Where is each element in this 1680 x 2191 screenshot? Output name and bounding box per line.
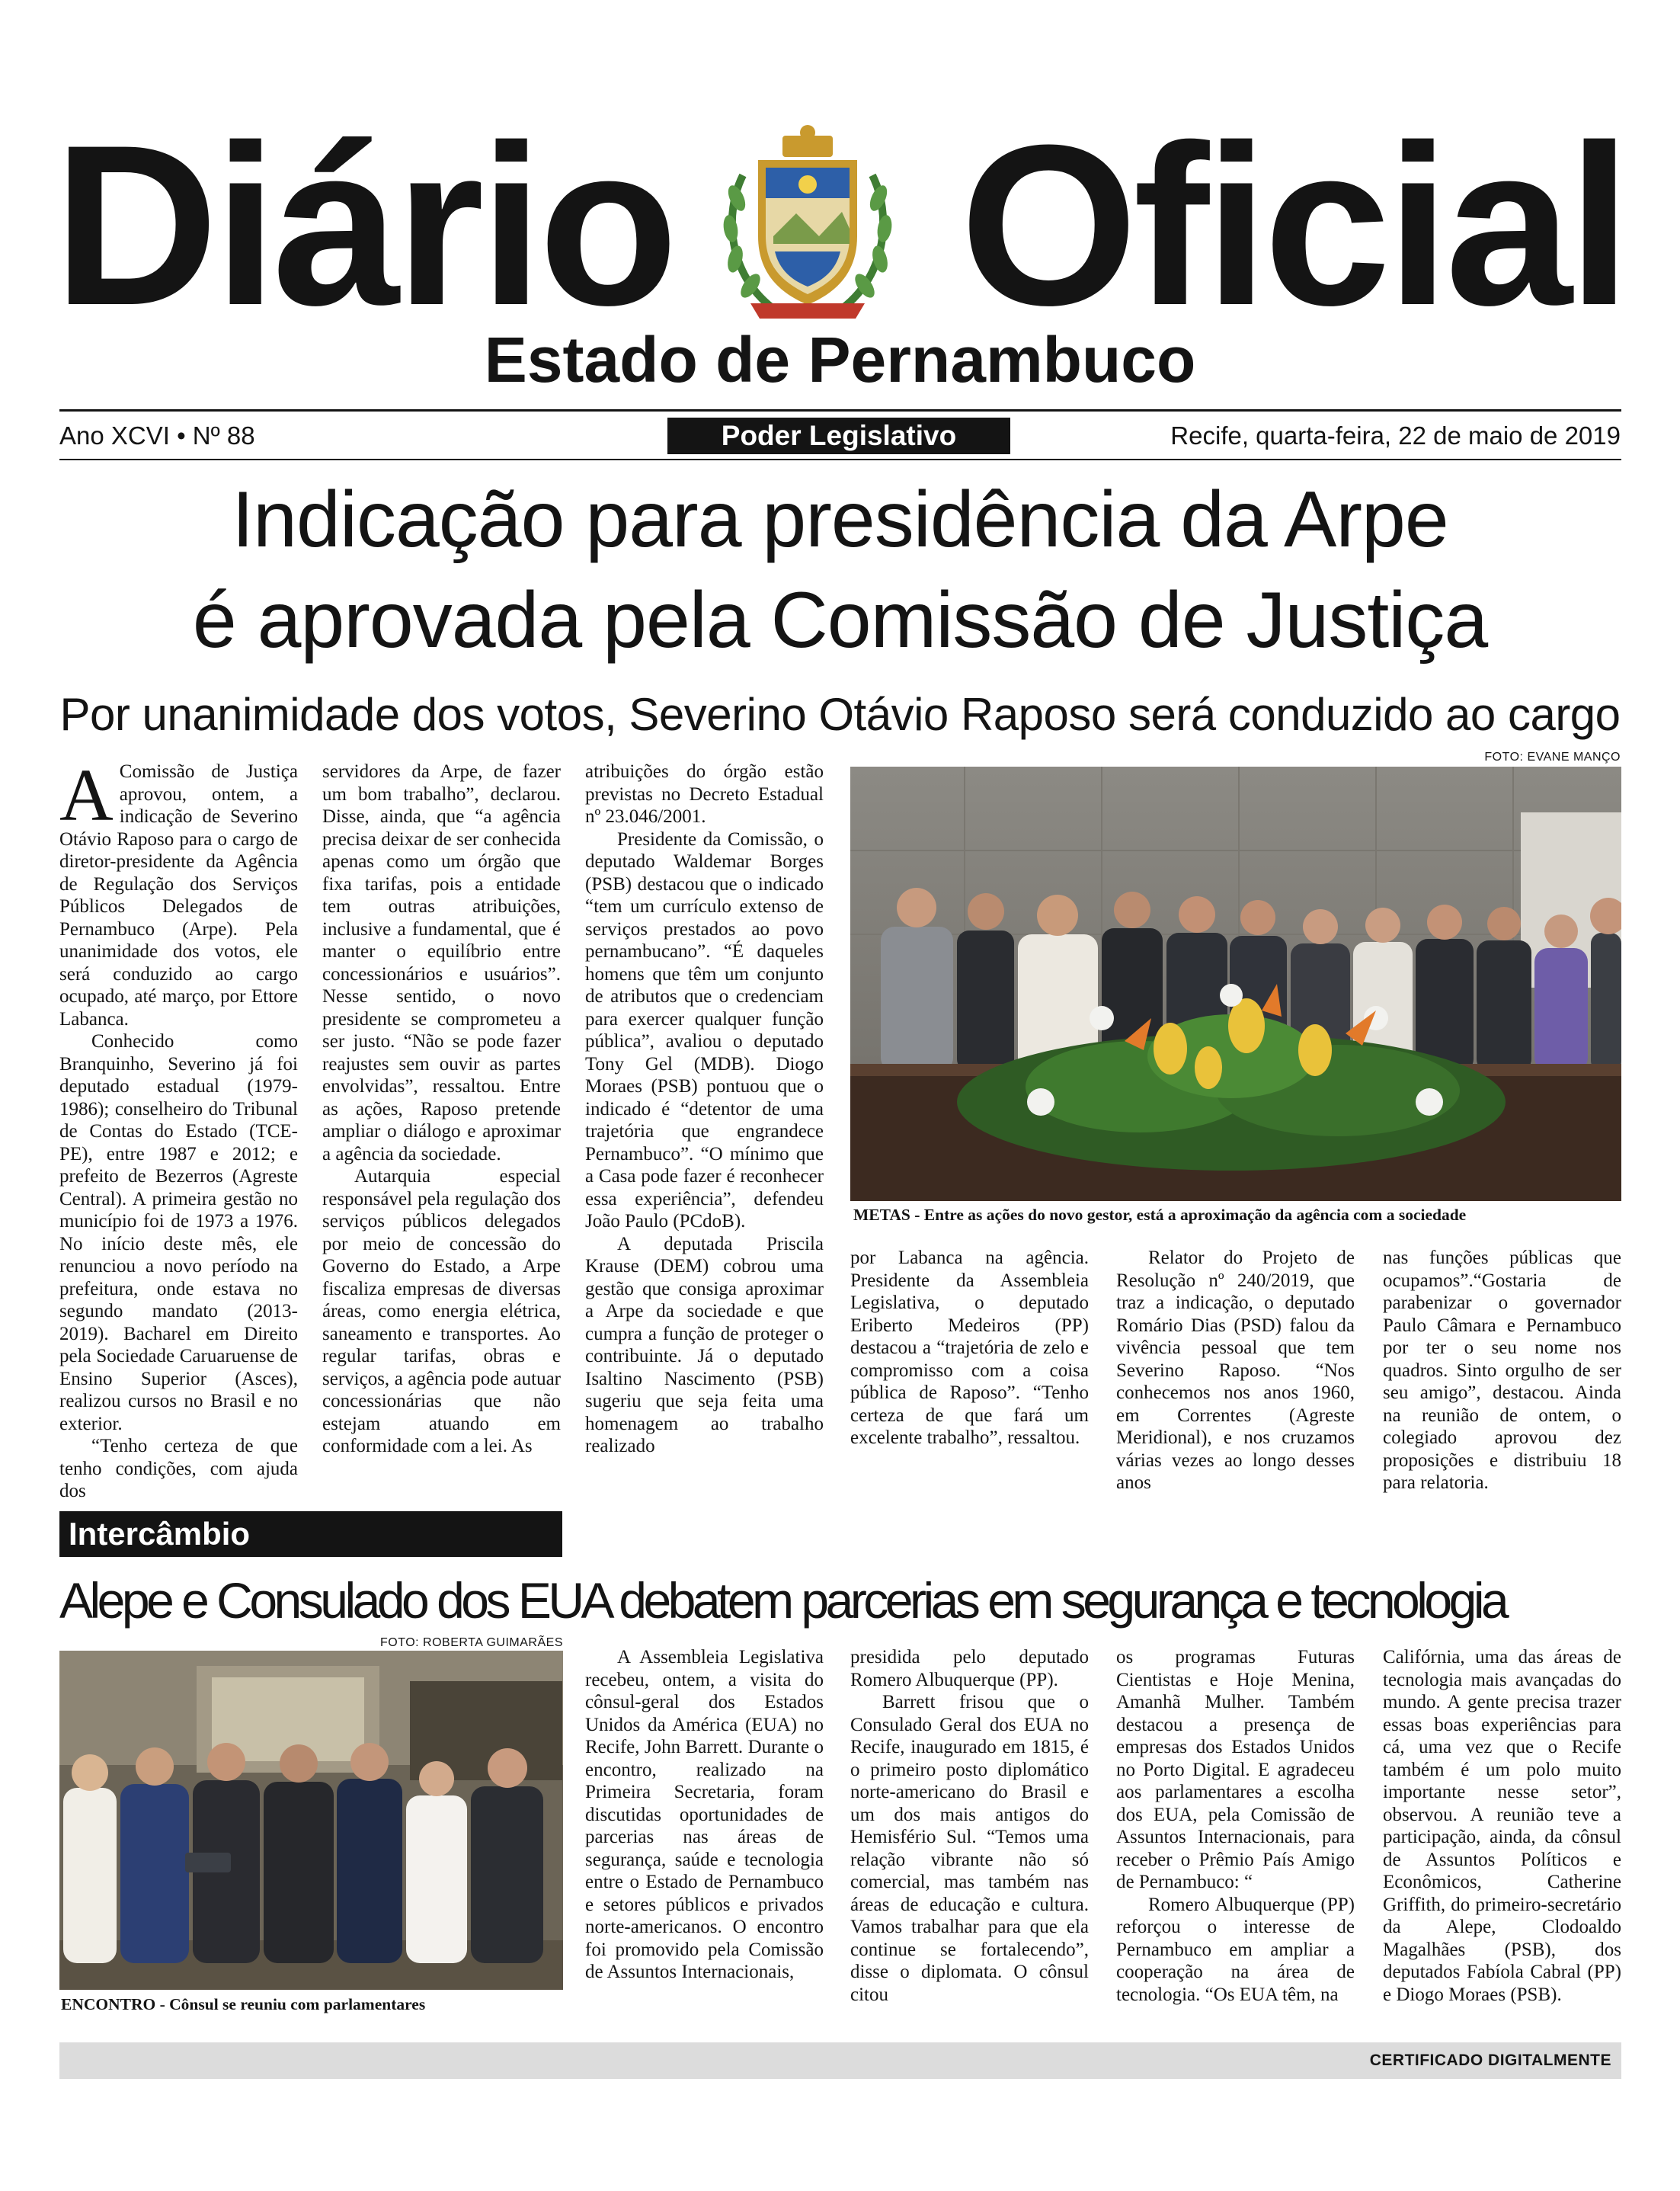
second-photo-credit: FOTO: ROBERTA GUIMARÃES — [380, 1636, 563, 1649]
lead-dropcap: A — [59, 754, 114, 837]
masthead-title-left: Diário — [53, 97, 674, 353]
lead-column-1: A Comissão de Justiça aprovou, ontem, a indicação de Severino Otávio Raposo para o cargo de diretor-presidente da Agência de Regulação dos Serviços Públicos Delegados de Pernambuco (Arpe). Pela unanimidade dos votos, ele será conduzido ao cargo ocupado, até março, por Ettore Labanca. Conhecido como Branquinho, Severino já foi deputado estadual (1979-1986); conselheiro do Tribunal de Contas do Estado (TCE-PE), entre 1987 e 2012; e prefeito de Bezerros (Agreste Central). A primeira gestão no município foi de 1973 a 1976. No início deste mês, ele renunciou a novo período na prefeitura, onde estava no segundo mandato (2013-2019). Bacharel em Direito pela Sociedade Caruaruense de Ensino Superior (Asces), realizou cursos no Brasil e no exterior. “Tenho certeza de que tenho condições, com ajuda dos — [59, 754, 298, 1501]
lead-photo — [850, 767, 1621, 1201]
second-column-3: os programas Futuras Cientistas e Hoje Menina, Amanhã Mulher. Também destacou a presença de empresas dos Estados Unidos no Porto Digital. E agradeceu aos parlamentares a escolha dos EUA, pela Comissão de Assuntos Internacionais, para receber o Prêmio País Amigo de Pernambuco: “ Romero Albuquerque (PP) reforçou o interesse de Pernambuco em ampliar a cooperação na área de tecnologia. “Os EUA têm, na — [1116, 1647, 1355, 2005]
second-column-4: Califórnia, uma das áreas de tecnologia mais avançadas do mundo. A gente precisa trazer essas boas experiências para cá, uma vez que o Recife também é um polo muito importante nesse setor”, observou. A reunião teve a participação, ainda, da cônsul de Assuntos Políticos e Econômicos, Catherine Griffith, do primeiro-secretário da Alepe, Clodoaldo Magalhães (PSB), dos deputados Fabíola Cabral (PP) e Diogo Moraes (PSB). — [1383, 1647, 1621, 2005]
masthead-subtitle: Estado de Pernambuco — [484, 324, 1196, 396]
digital-certification-label: CERTIFICADO DIGITALMENTE — [1369, 2052, 1611, 2069]
edition-number: Ano XCVI • Nº 88 — [59, 421, 255, 450]
second-photo — [59, 1651, 563, 1990]
lead-headline-line1: Indicação para presidência da Arpe — [232, 476, 1448, 564]
masthead-title-right: Oficial — [960, 97, 1627, 353]
lead-photo-credit: FOTO: EVANE MANÇO — [1484, 751, 1621, 764]
second-photo-caption: ENCONTRO - Cônsul se reuniu com parlamentares — [61, 1995, 426, 2013]
lead-column-4: por Labanca na agência. Presidente da Assembleia Legislativa, o deputado Eriberto Medeiros (PP) destacou a “trajetória de zelo e compromisso com a coisa pública de Raposo”. “Tenho certeza de que fará um excelente trabalho”, ressaltou. — [850, 1248, 1089, 1448]
section-tag: Intercâmbio — [59, 1511, 562, 1557]
pernambuco-coat-of-arms-icon — [720, 122, 895, 328]
section-badge: Poder Legislativo — [667, 418, 1010, 454]
lead-photo-caption: METAS - Entre as ações do novo gestor, está a aproximação da agência com a sociedade — [853, 1206, 1467, 1224]
second-column-1: A Assembleia Legislativa recebeu, ontem, a visita do cônsul-geral dos Estados Unidos da América (EUA) no Recife, John Barrett. Durante o encontro, realizado na Primeira Secretaria, foram discutidas oportunidades de parcerias nas áreas de segurança, saúde e tecnologia entre o Estado de Pernambuco e setores públicos e privados norte-americanos. O encontro foi promovido pela Comissão de Assuntos Internacionais, — [585, 1647, 824, 1982]
lead-headline-line2: é aprovada pela Comissão de Justiça — [192, 576, 1488, 665]
lead-deck: Por unanimidade dos votos, Severino Otávio Raposo será conduzido ao cargo — [59, 689, 1621, 740]
second-headline: Alepe e Consulado dos EUA debatem parcerias em segurança e tecnologia — [59, 1572, 1506, 1629]
second-column-2: presidida pelo deputado Romero Albuquerque (PP). Barrett frisou que o Consulado Geral dos EUA no Recife, inaugurado em 1815, é o primeiro posto diplomático norte-americano do Brasil e um dos mais antigos do Hemisfério Sul. “Temos uma relação vibrante não só comercial, mas também nas áreas de educação e cultura. Vamos trabalhar para que ela continue se fortalecendo”, disse o diplomata. O cônsul citou — [850, 1647, 1089, 2005]
issue-date: Recife, quarta-feira, 22 de maio de 2019 — [1170, 421, 1621, 450]
masthead-rule-top — [59, 409, 1621, 412]
lead-column-2: servidores da Arpe, de fazer um bom trabalho”, declarou. Disse, ainda, que “a agência precisa deixar de ser conhecida apenas como um órgão que fixa tarifas, pois a entidade tem outras atribuições, inclusive a fundamental, que é manter o equilíbrio entre concessionários e usuários”. Nesse sentido, o novo presidente se comprometeu a ser justo. “Não se pode fazer reajustes sem ouvir as partes envolvidas”, ressaltou. Entre as ações, Raposo pretende ampliar o diálogo e aproximar a agência da sociedade. Autarquia especial responsável pela regulação dos serviços públicos delegados por meio de concessão do Governo do Estado, a Arpe fiscaliza empresas de diversas áreas, como energia elétrica, saneamento e transportes. Ao regular tarifas, obras e serviços, a agência pode autuar concessionárias que não estejam atuando em conformidade com a lei. As — [322, 761, 561, 1456]
masthead-rule-bottom — [59, 459, 1621, 460]
lead-column-3: atribuições do órgão estão previstas no Decreto Estadual nº 23.046/2001. Presidente da Comissão, o deputado Waldemar Borges (PSB) destacou que o indicado “tem um currículo extenso de serviços prestados ao povo pernambucano”. “É daqueles homens que têm um conjunto de atributos que o credenciam para exercer qualquer função pública”, avaliou o deputado Tony Gel (MDB). Diogo Moraes (PSB) pontuou que o indicado é “detentor de uma trajetória que engrandece Pernambuco”. “O mínimo que a Casa pode fazer é reconhecer essa experiência”, defendeu João Paulo (PCdoB). A deputada Priscila Krause (DEM) cobrou uma gestão que consiga aproximar a Arpe da sociedade e que cumpra a função de proteger o contribuinte. Já o deputado Isaltino Nascimento (PSB) sugeriu que seja feita uma homenagem ao trabalho realizado — [585, 761, 824, 1456]
lead-column-6: nas funções públicas que ocupamos”.“Gostaria de parabenizar o governador Paulo Câmara e Pernambuco por ter o seu nome nos quadros. Sinto orgulho de ser seu amigo”, destacou. Ainda na reunião de ontem, o colegiado aprovou dez proposições e distribuiu 18 para relatoria. — [1383, 1248, 1621, 1493]
lead-column-5: Relator do Projeto de Resolução nº 240/2019, que traz a indicação, o deputado Romário Dias (PSD) falou da vivência pessoal que tem Severino Raposo. “Nos conhecemos nos anos 1960, em Correntes (Agreste Meridional), e nos cruzamos várias vezes ao longo desses anos — [1116, 1248, 1355, 1493]
